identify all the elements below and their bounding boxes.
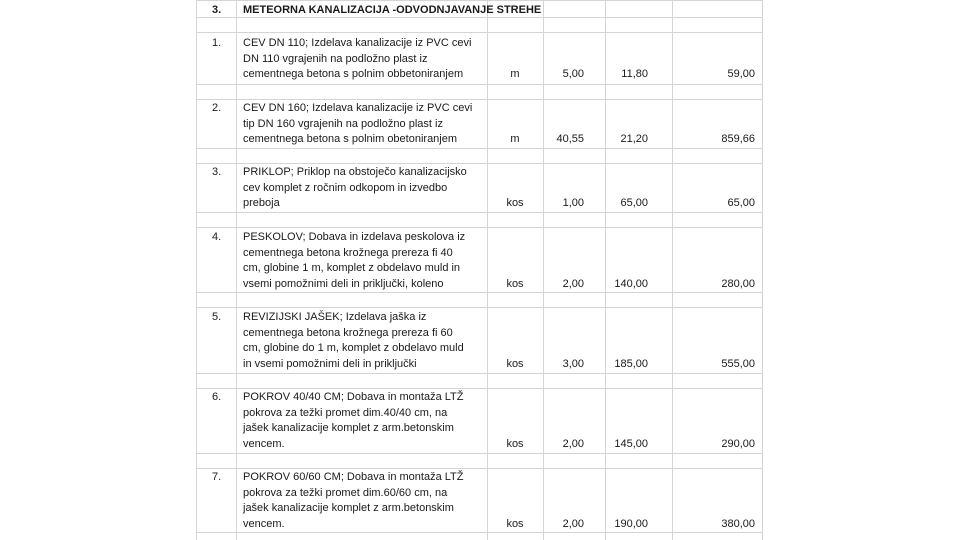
item-quantity[interactable]: 5,00 <box>562 68 584 81</box>
item-unit[interactable]: kos <box>506 438 524 451</box>
grid-row-line <box>196 468 762 469</box>
item-total[interactable]: 859,66 <box>721 133 755 146</box>
item-description-line[interactable]: in vsemi pomožnimi deli in priključki <box>243 358 417 371</box>
grid-row-line <box>196 99 762 100</box>
grid-column-line <box>762 0 763 540</box>
grid-row-line <box>196 163 762 164</box>
item-unit-price[interactable]: 145,00 <box>614 438 648 451</box>
grid-row-line <box>196 453 762 454</box>
item-description-line[interactable]: POKROV 40/40 CM; Dobava in montaža LTŽ <box>243 391 464 403</box>
grid-row-line <box>196 212 762 213</box>
item-number[interactable]: 6. <box>212 391 222 403</box>
item-description-line[interactable]: POKROV 60/60 CM; Dobava in montaža LTŽ <box>243 471 464 483</box>
item-unit-price[interactable]: 190,00 <box>614 518 648 531</box>
item-description-line[interactable]: cm, globine 1 m, komplet z obdelavo muld in <box>243 262 461 275</box>
item-description-line[interactable]: REVIZIJSKI JAŠEK; Izdelava jaška iz <box>243 311 427 323</box>
item-description-line[interactable]: pokrova za težki promet dim.60/60 cm, na <box>243 486 448 499</box>
item-quantity[interactable]: 2,00 <box>562 438 584 451</box>
item-unit-price[interactable]: 140,00 <box>614 278 648 291</box>
grid-row-line <box>196 84 762 85</box>
item-number[interactable]: 2. <box>212 102 222 114</box>
grid-column-line <box>236 0 237 540</box>
grid-column-line <box>196 0 197 540</box>
grid-row-line <box>196 388 762 389</box>
item-number[interactable]: 5. <box>212 311 222 323</box>
grid-row-line <box>196 307 762 308</box>
item-unit-price[interactable]: 11,80 <box>621 68 648 81</box>
item-unit-price[interactable]: 65,00 <box>620 197 648 210</box>
item-total[interactable]: 65,00 <box>727 197 755 210</box>
item-quantity[interactable]: 3,00 <box>562 358 584 371</box>
item-description-line[interactable]: cementnega betona krožnega prereza fi 40 <box>243 246 453 259</box>
grid-row-line <box>196 32 762 33</box>
item-description-line[interactable]: cev komplet z ročnim odkopom in izvedbo <box>243 181 448 194</box>
item-description-line[interactable]: DN 110 vgrajenih na podložno plast iz <box>243 52 428 65</box>
item-unit[interactable]: kos <box>506 278 524 291</box>
item-total[interactable]: 555,00 <box>721 358 755 371</box>
grid-row-line <box>196 373 762 374</box>
item-description-line[interactable]: PRIKLOP; Priklop na obstoječo kanalizacijsko <box>243 166 467 178</box>
item-unit-price[interactable]: 21,20 <box>620 133 648 146</box>
item-quantity[interactable]: 2,00 <box>562 518 584 531</box>
item-description-line[interactable]: cementnega betona krožnega prereza fi 60 <box>243 326 453 339</box>
grid-row-line <box>196 148 762 149</box>
grid-row-line <box>196 0 762 1</box>
item-unit-price[interactable]: 185,00 <box>614 358 648 371</box>
item-quantity[interactable]: 40,55 <box>556 133 584 146</box>
item-total[interactable]: 290,00 <box>721 438 755 451</box>
item-unit[interactable]: m <box>510 68 520 81</box>
item-description-line[interactable]: jašek kanalizacije komplet z arm.betonskim <box>243 422 454 435</box>
item-description-line[interactable]: cementnega betona s polnim obetoniranjem <box>243 133 458 146</box>
item-number[interactable]: 3. <box>212 166 222 178</box>
item-unit[interactable]: kos <box>506 197 524 210</box>
section-number[interactable]: 3. <box>212 4 222 16</box>
item-description-line[interactable]: pokrova za težki promet dim.40/40 cm, na <box>243 406 448 419</box>
item-description-line[interactable]: preboja <box>243 197 280 210</box>
item-description-line[interactable]: vsemi pomožnimi deli in priključki, koleno <box>243 278 444 291</box>
item-description-line[interactable]: jašek kanalizacije komplet z arm.betonskim <box>243 502 454 515</box>
item-number[interactable]: 7. <box>212 471 222 483</box>
item-quantity[interactable]: 2,00 <box>562 278 584 291</box>
item-description-line[interactable]: tip DN 160 vgrajenih na podložno plast iz <box>243 117 443 130</box>
item-total[interactable]: 280,00 <box>721 278 755 291</box>
item-total[interactable]: 380,00 <box>721 518 755 531</box>
item-description-line[interactable]: cementnega betona s polnim obbetoniranjem <box>243 68 464 81</box>
item-unit[interactable]: m <box>510 133 520 146</box>
grid-row-line <box>196 227 762 228</box>
item-description-line[interactable]: CEV DN 110; Izdelava kanalizacije iz PVC cevi <box>243 37 472 49</box>
item-unit[interactable]: kos <box>506 518 524 531</box>
item-quantity[interactable]: 1,00 <box>562 197 584 210</box>
item-description-line[interactable]: vencem. <box>243 518 285 531</box>
item-description-line[interactable]: vencem. <box>243 438 285 451</box>
item-unit[interactable]: kos <box>506 358 524 371</box>
item-number[interactable]: 4. <box>212 231 222 243</box>
item-total[interactable]: 59,00 <box>727 68 755 81</box>
item-description-line[interactable]: cm, globine do 1 m, komplet z obdelavo muld <box>243 342 464 355</box>
item-number[interactable]: 1. <box>212 37 222 49</box>
item-description-line[interactable]: PESKOLOV; Dobava in izdelava peskolova iz <box>243 231 466 243</box>
item-description-line[interactable]: CEV DN 160; Izdelava kanalizacije iz PVC cevi <box>243 102 473 114</box>
section-title[interactable]: METEORNA KANALIZACIJA -ODVODNJAVANJE STREHE <box>243 4 542 16</box>
